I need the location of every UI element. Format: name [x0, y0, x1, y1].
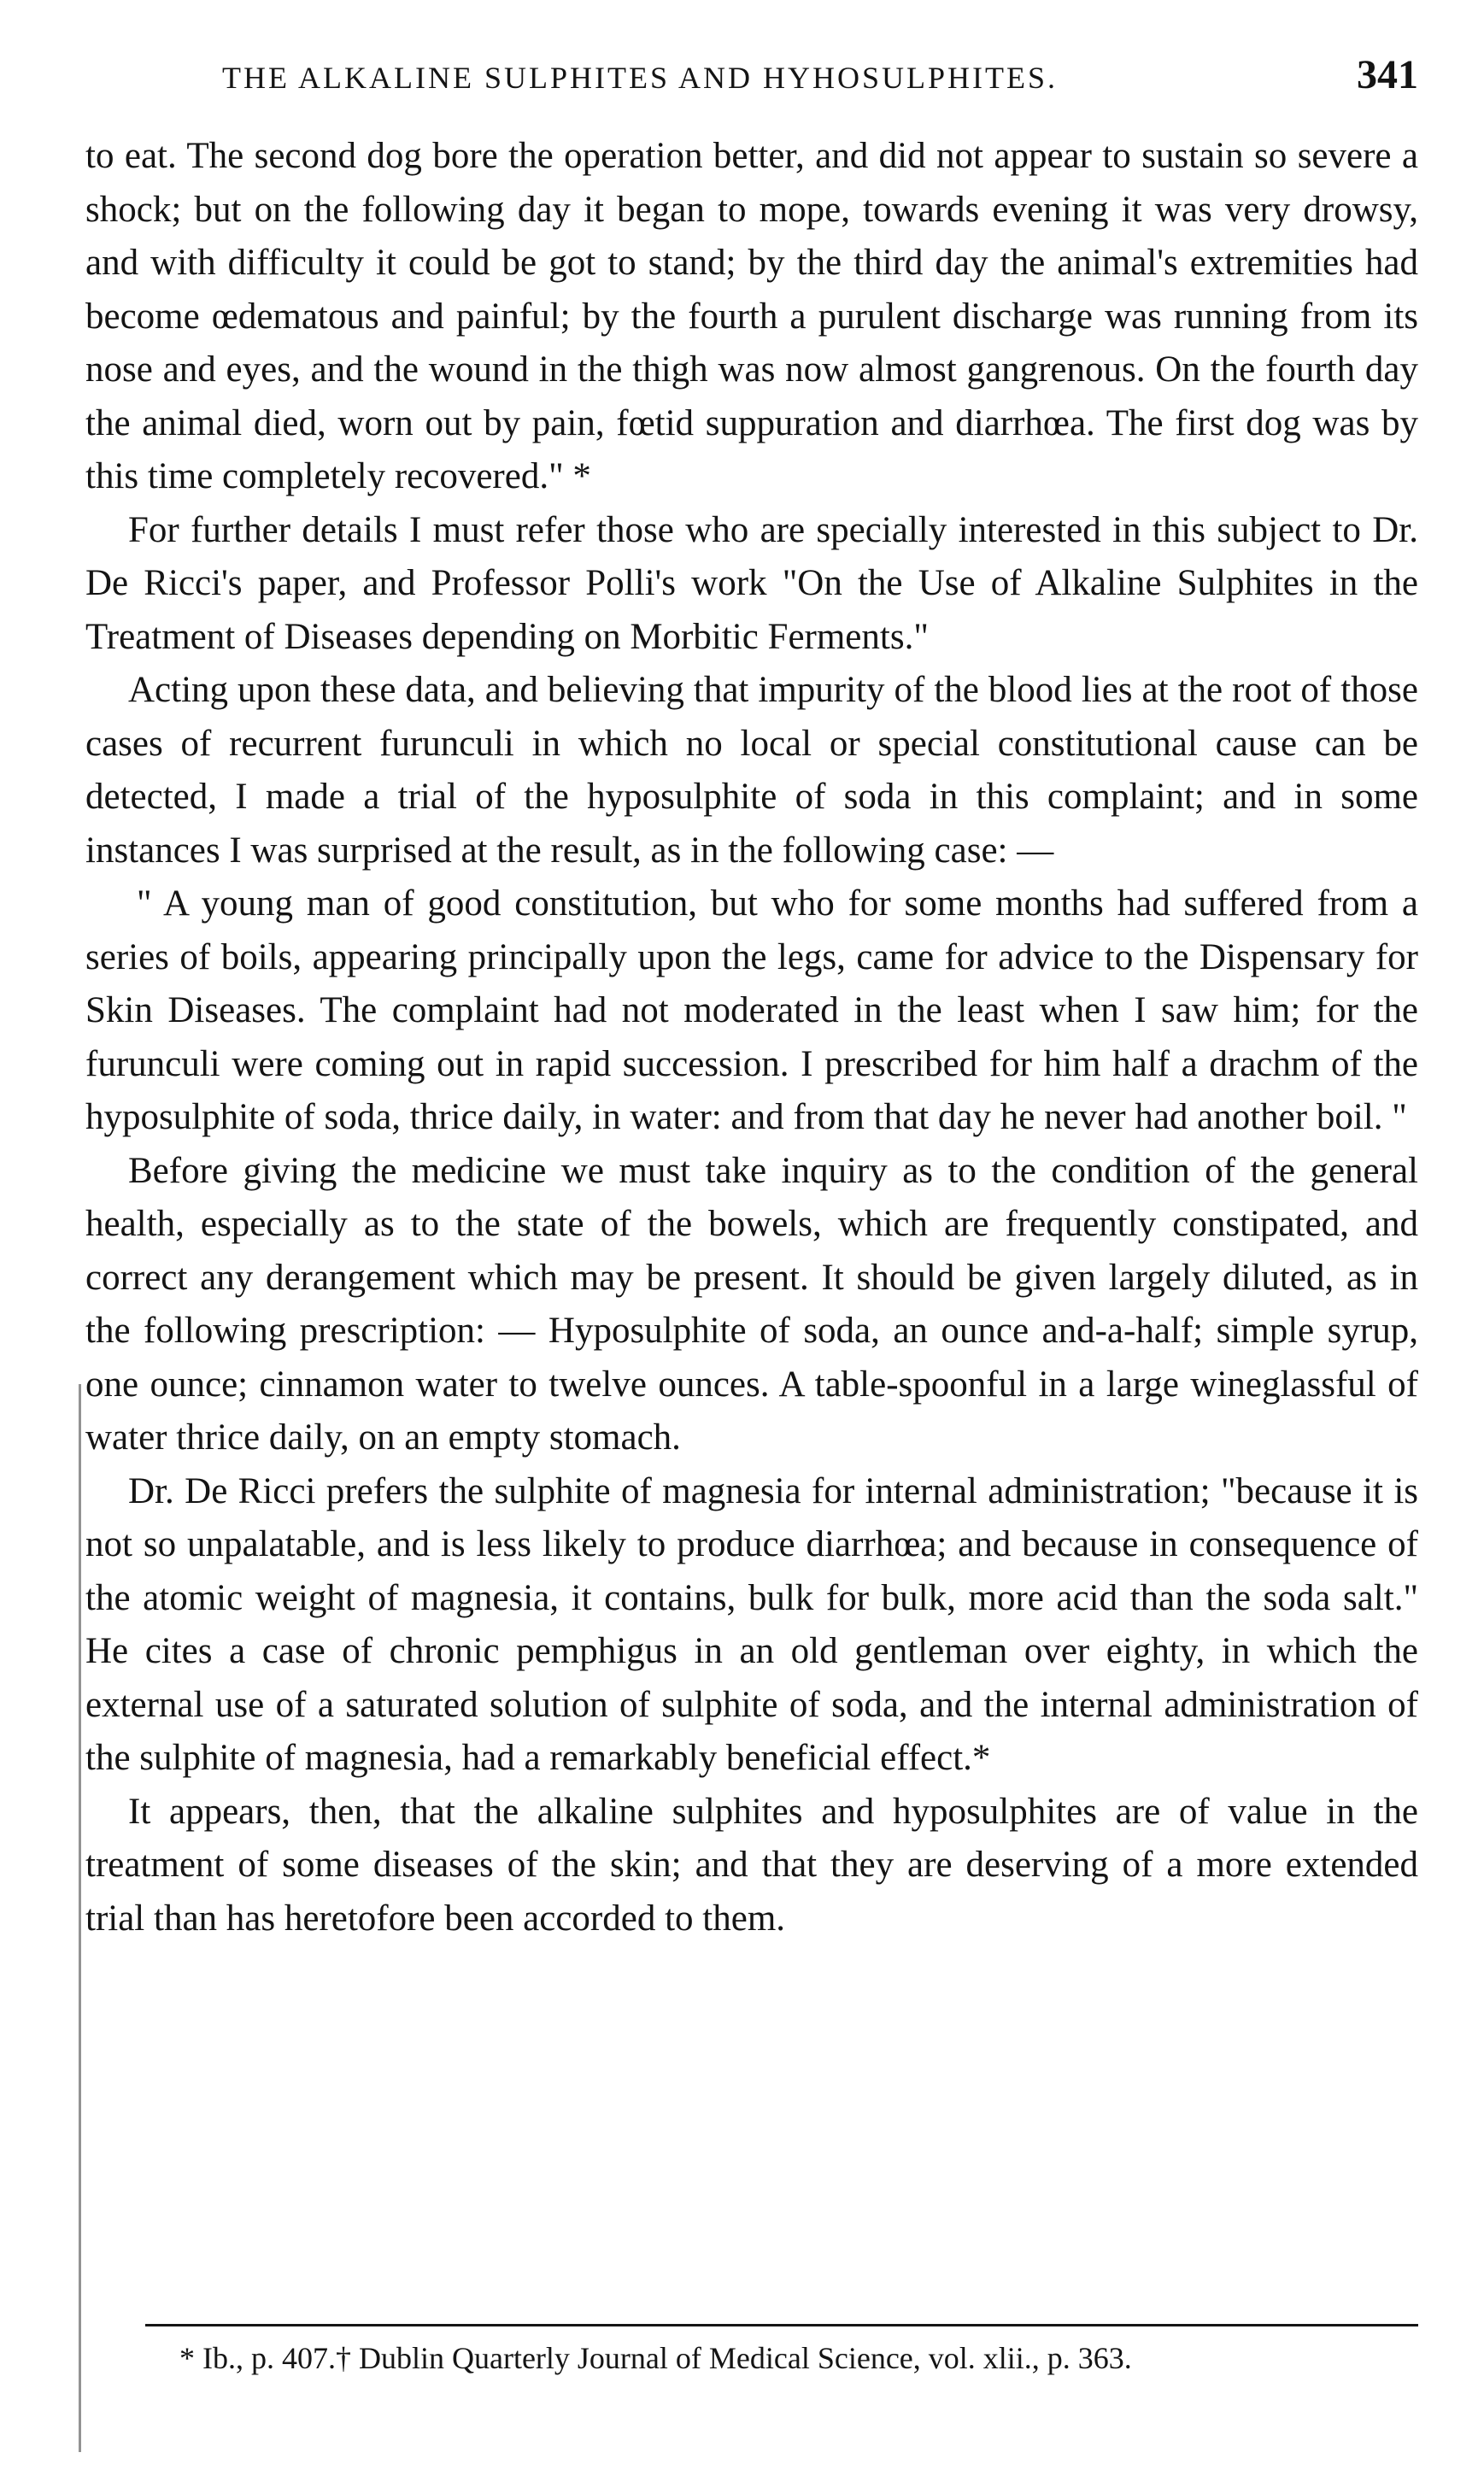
paragraph-before-giving-medicine: Before giving the medicine we must take inquiry as to the condition of the general health, especially as to the state of the bowels, which are frequently constipated, and correct any derangement which may be present. It should be given largely diluted, as in the following prescription: — Hyposulphite of soda, an ounce and-a-half; simple syrup, one ounce; cinnamon water to twelve ounces. A table-spoonful in a large wineglassful of water thrice daily, on an empty stomach. — [85, 1150, 1418, 1458]
body-text — [85, 130, 1418, 1945]
footnote-rule — [145, 2324, 1418, 2326]
paragraph-acting-upon-data: Acting upon these data, and believing that impurity of the blood lies at the root of those cases of recurrent furunculi in which no local or special constitutional cause can be detected, I made a trial of the hyposulphite of soda in this complaint; and in some instances I was surprised at the result, as in the following case: — — [85, 670, 1418, 871]
page-number: 341 — [1357, 52, 1418, 97]
footnote: * Ib., p. 407.† Dublin Quarterly Journal of Medical Science, vol. xlii., p. 363. — [179, 2341, 1132, 2375]
paragraph-conclusion: It appears, then, that the alkaline sulphites and hyposulphites are of value in the treatment of some diseases of the skin; and that they are deserving of a more extended trial than has heretofore been accorded to them. — [85, 1791, 1418, 1939]
paragraph-case-quote: " A young man of good constitution, but who for some months had suffered from a series of boils, appearing principally upon the legs, came for advice to the Dispensary for Skin Diseases. The complaint had not moderated in the least when I saw him; for the furunculi were coming out in rapid succession. I prescribed for him half a drachm of the hyposulphite of soda, thrice daily, in water: and from that day he never had another boil. " — [85, 883, 1418, 1137]
paragraph-de-ricci-magnesia: Dr. De Ricci prefers the sulphite of magnesia for internal administration; "because it is not so unpalatable, and is less likely to produce diarrhœa; and because in consequence of the atomic weight of magnesia, it contains, bulk for bulk, more acid than the soda salt." He cites a case of chronic pemphigus in an old gentleman over eighty, in which the external use of a saturated solution of sulphite of soda, and the internal administration of the sulphite of magnesia, had a remarkably beneficial effect.* — [85, 1470, 1418, 1778]
running-head — [85, 51, 1418, 111]
running-title: THE ALKALINE SULPHITES AND HYHOSULPHITES. — [222, 61, 1058, 95]
paragraph-dog-experiment: to eat. The second dog bore the operation better, and did not appear to sustain so severe a shock; but on the following day it began to mope, towards evening it was very drowsy, and with difficulty it could be got to stand; by the third day the animal's extremities had become œdematous and painful; by the fourth a purulent discharge was running from its nose and eyes, and the wound in the thigh was now almost gangrenous. On the fourth day the animal died, worn out by pain, fœtid suppuration and diarrhœa. The first dog was by this time completely recovered." * — [85, 136, 1418, 496]
paragraph-further-details: For further details I must refer those who are specially interested in this subject to Dr. De Ricci's paper, and Professor Polli's work "On the Use of Alkaline Sulphites in the Treatment of Diseases depending on Morbitic Ferments." — [85, 509, 1418, 657]
scan-margin-mark — [79, 1384, 81, 2452]
